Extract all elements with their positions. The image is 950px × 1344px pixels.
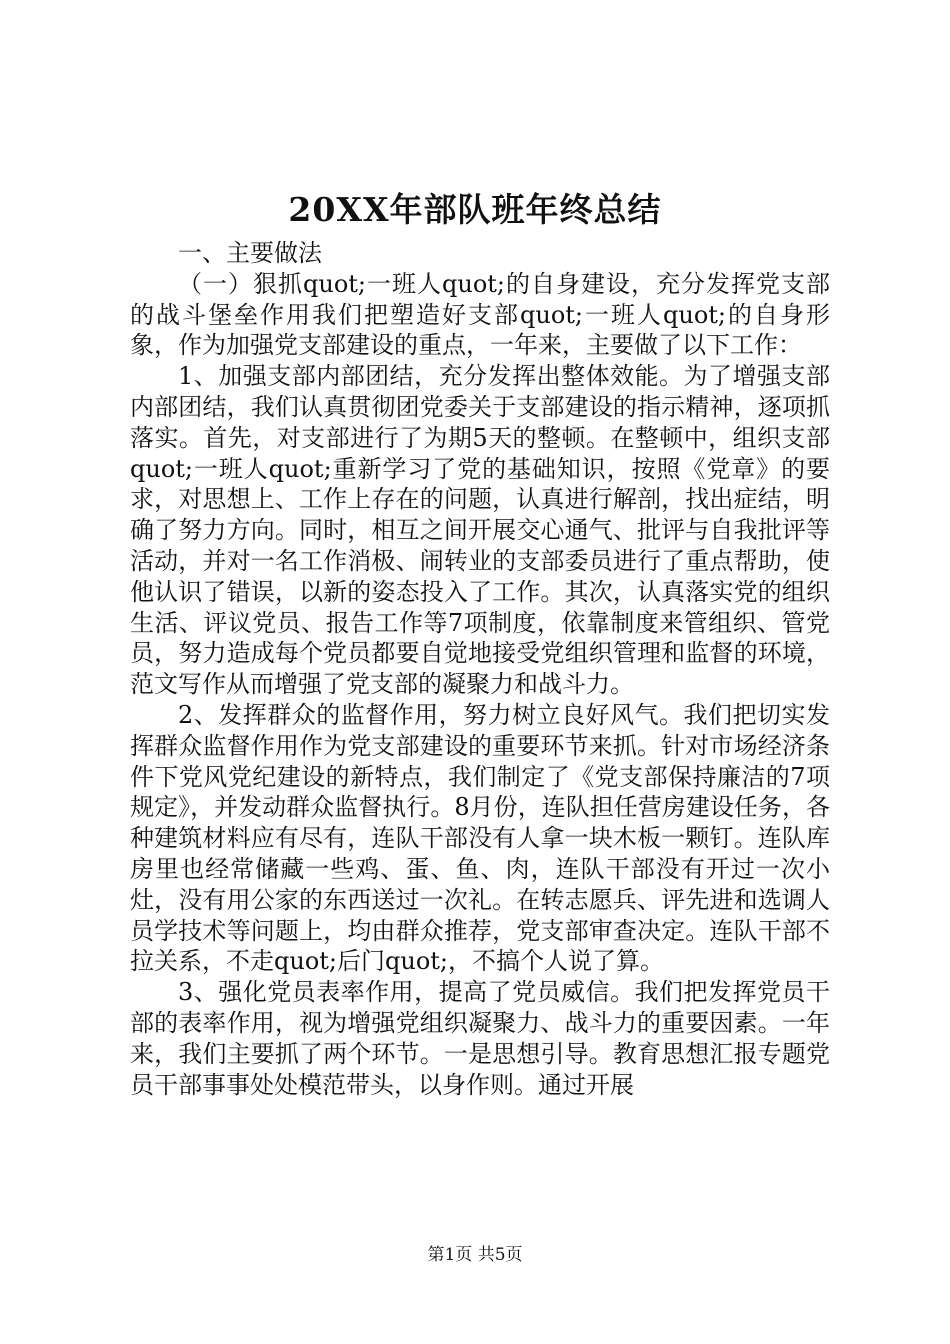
paragraph: 1、加强支部内部团结，充分发挥出整体效能。为了增强支部内部团结，我们认真贯彻团党委关于支部建设的指示精神，逐项抓落实。首先，对支部进行了为期5天的整顿。在整顿中，组织支部quot;一班人quot;重新学习了党的基础知识，按照《党章》的要求，对思想上、工作上存在的问题，认真进行解剖，找出症结，明确了努力方向。同时，相互之间开展交心通气、批评与自我批评等活动，并对一名工作消极、闹转业的支部委员进行了重点帮助，使他认识了错误，以新的姿态投入了工作。其次，认真落实党的组织生活、评议党员、报告工作等7项制度，依靠制度来管组织、管党员，努力造成每个党员都要自觉地接受党组织管理和监督的环境，范文写作从而增强了党支部的凝聚力和战斗力。 bbox=[130, 362, 830, 699]
page-footer: 第1页 共5页 bbox=[427, 1245, 523, 1265]
document-body bbox=[130, 238, 830, 1100]
paragraph: 2、发挥群众的监督作用，努力树立良好风气。我们把切实发挥群众监督作用作为党支部建设的重要环节来抓。针对市场经济条件下党风党纪建设的新特点，我们制定了《党支部保持廉洁的7项规定》，并发动群众监督执行。8月份，连队担任营房建设任务，各种建筑材料应有尽有，连队干部没有人拿一块木板一颗钉。连队库房里也经常储藏一些鸡、蛋、鱼、肉，连队干部没有开过一次小灶，没有用公家的东西送过一次礼。在转志愿兵、评先进和选调人员学技术等问题上，均由群众推荐，党支部审查决定。连队干部不拉关系，不走quot;后门quot;，不搞个人说了算。 bbox=[130, 700, 830, 976]
paragraph: 3、强化党员表率作用，提高了党员威信。我们把发挥党员干部的表率作用，视为增强党组织凝聚力、战斗力的重要因素。一年来，我们主要抓了两个环节。一是思想引导。教育思想汇报专题党员干部事事处处模范带头，以身作则。通过开展 bbox=[130, 978, 830, 1099]
document-title: 20XX年部队班年终总结 bbox=[288, 190, 662, 229]
section-heading: 一、主要做法 bbox=[178, 239, 322, 267]
paragraph: （一）狠抓quot;一班人quot;的自身建设，充分发挥党支部的战斗堡垒作用我们把塑造好支部quot;一班人quot;的自身形象，作为加强党支部建设的重点，一年来，主要做了以下工作： bbox=[130, 269, 830, 360]
